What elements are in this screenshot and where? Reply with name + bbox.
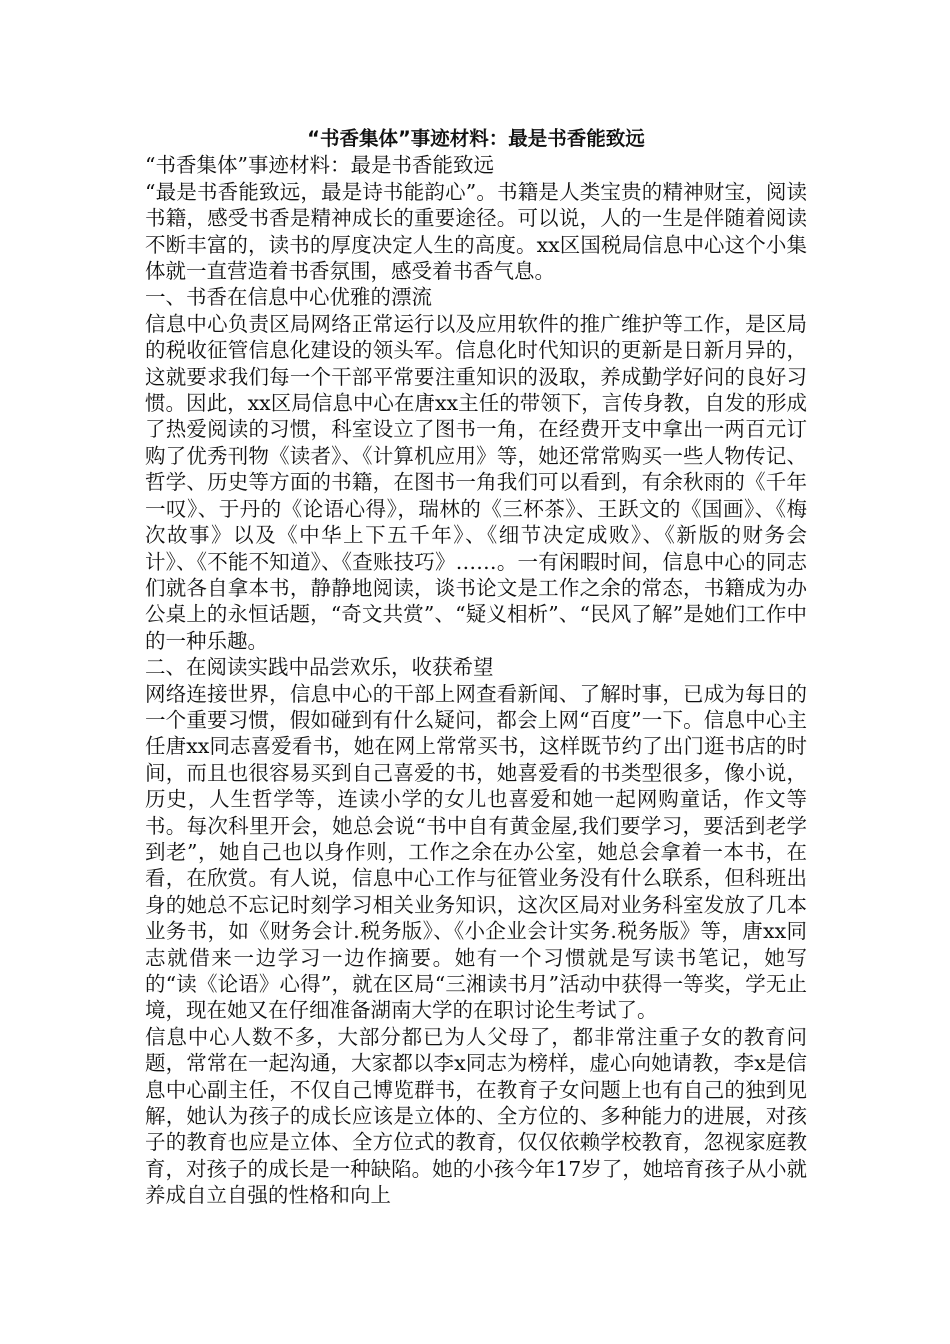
section-heading-2: 二、在阅读实践中品尝欢乐，收获希望 — [145, 655, 494, 680]
document-subtitle: “书香集体”事迹材料：最是书香能致远 — [145, 153, 494, 178]
paragraph-intro: “最是书香能致远，最是诗书能韵心”。书籍是人类宝贵的精神财宝，阅读书籍，感受书香是精神成长的重要途径。可以说，人的一生是伴随着阅读不断丰富的，读书的厚度决定人生的高度。xx区国税局信息中心这个小集体就一直营造着书香氛围，感受着书香气息。 — [145, 179, 807, 284]
paragraph-section-1: 信息中心负责区局网络正常运行以及应用软件的推广维护等工作，是区局的税收征管信息化建设的领头军。信息化时代知识的更新是日新月异的，这就要求我们每一个干部平常要注重知识的汲取，养成勤学好问的良好习惯。因此，xx区局信息中心在唐xx主任的带领下，言传身教，自发的形成了热爱阅读的习惯，科室设立了图书一角，在经费开支中拿出一两百元订购了优秀刊物《读者》、《计算机应用》等，她还常常购买一些人物传记、哲学、历史等方面的书籍，在图书一角我们可以看到，有余秋雨的《千年一叹》、于丹的《论语心得》，瑞林的《三杯茶》、王跃文的《国画》、《梅次故事》以及《中华上下五千年》、《细节决定成败》、《新版的财务会计》、《不能不知道》、《查账技巧》……。一有闲暇时间，信息中心的同志们就各自拿本书，静静地阅读，谈书论文是工作之余的常态，书籍成为办公桌上的永恒话题，“奇文共赏”、“疑义相析”、“民风了解”是她们工作中的一种乐趣。 — [145, 311, 807, 653]
paragraph-section-2b: 信息中心人数不多，大部分都已为人父母了，都非常注重子女的教育问题，常常在一起沟通，大家都以李x同志为榜样，虚心向她请教，李x是信息中心副主任，不仅自己博览群书，在教育子女问题上也有自己的独到见解，她认为孩子的成长应该是立体的、全方位的、多种能力的进展，对孩子的教育也应是立体、全方位式的教育，仅仅依赖学校教育，忽视家庭教育，对孩子的成长是一种缺陷。她的小孩今年17岁了，她培育孩子从小就养成自立自强的性格和向上 — [145, 1024, 807, 1208]
paragraph-section-2a: 网络连接世界，信息中心的干部上网查看新闻、了解时事，已成为每日的一个重要习惯，假如碰到有什么疑问，都会上网“百度”一下。信息中心主任唐xx同志喜爱看书，她在网上常常买书，这样既节约了出门逛书店的时间，而且也很容易买到自己喜爱的书，她喜爱看的书类型很多，像小说，历史，人生哲学等，连读小学的女儿也喜爱和她一起网购童话，作文等书。每次科里开会，她总会说“书中自有黄金屋,我们要学习，要活到老学到老”，她自己也以身作则，工作之余在办公室，她总会拿着一本书，在看，在欣赏。有人说，信息中心工作与征管业务没有什么联系，但科班出身的她总不忘记时刻学习相关业务知识，这次区局对业务科室发放了几本业务书，如《财务会计.税务版》、《小企业会计实务.税务版》等，唐xx同志就借来一边学习一边作摘要。她有一个习惯就是写读书笔记，她写的“读《论语》心得”，就在区局“三湘读书月”活动中获得一等奖，学无止境，现在她又在仔细准备湖南大学的在职讨论生考试了。 — [145, 681, 807, 1023]
document-body — [145, 126, 807, 1209]
document-title: “书香集体”事迹材料：最是书香能致远 — [307, 127, 645, 150]
section-heading-1: 一、书香在信息中心优雅的漂流 — [145, 285, 432, 310]
